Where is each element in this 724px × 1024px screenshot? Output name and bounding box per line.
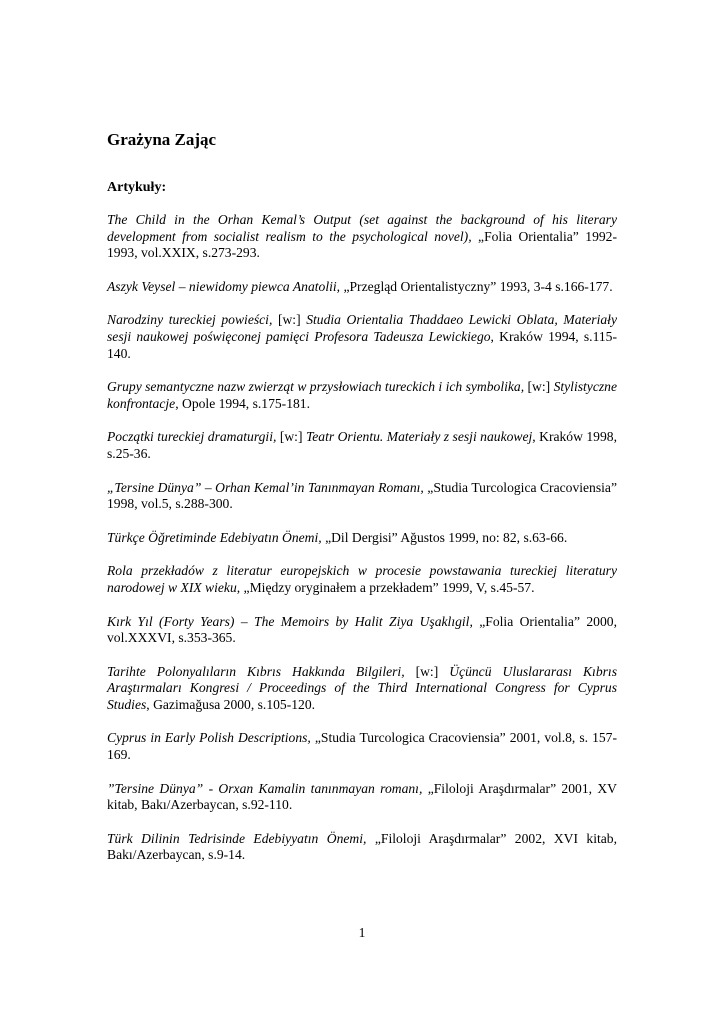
entry-source-details: , Kraków 1998, s.25-36. [107, 429, 617, 461]
bibliography-entry [107, 831, 617, 864]
bibliography-entry [107, 530, 617, 547]
bibliography-entry [107, 614, 617, 647]
entry-source-details: , Kraków 1994, s.115-140. [107, 328, 617, 361]
entry-title: Cyprus in Early Polish Descriptions, [107, 730, 311, 746]
bibliography-entry [107, 312, 617, 362]
entry-title: „Tersine Dünya” – Orhan Kemal’in Tanınmayan Romanı, [107, 479, 424, 495]
bibliography-list [107, 212, 617, 881]
bibliography-entry [107, 781, 617, 814]
bibliography-entry [107, 279, 617, 296]
entry-source-title: Üçüncü Uluslararası Kıbrıs Araştırmaları Kongresi / Proceedings of the Third International Congress for Cyprus Studies [107, 663, 617, 712]
entry-title: Rola przekładów z literatur europejskich w procesie powstawania tureckiej literatury narodowej w XIX wieku, [107, 563, 617, 595]
entry-source-details: , Gazimağusa 2000, s.105-120. [146, 696, 316, 712]
entry-details: „Przegląd Orientalistyczny” 1993, 3-4 s.166-177. [340, 278, 613, 294]
entry-source-title: Studia Orientalia Thaddaeo Lewicki Oblata, Materiały sesji naukowej poświęconej pamięci Profesora Tadeusza Lewickiego [107, 312, 617, 344]
entry-details: „Folia Orientalia” 2000, vol.XXXVI, s.353-365. [107, 613, 617, 646]
entry-details: [w:] [524, 379, 554, 395]
bibliography-entry [107, 664, 617, 714]
entry-details: „Folia Orientalia” 1992-1993, vol.XXIX, s.273-293. [107, 228, 617, 261]
entry-details: [w:] [276, 429, 306, 445]
entry-details: „Między oryginałem a przekładem” 1999, V, s.45-57. [240, 579, 535, 595]
bibliography-entry [107, 730, 617, 763]
entry-details: [w:] [404, 663, 450, 679]
entry-title: ”Tersine Dünya” - Orxan Kamalin tanınmayan romanı, [107, 780, 423, 796]
entry-source-title: Teatr Orientu. Materiały z sesji naukowej [305, 429, 533, 445]
entry-details: [w:] [272, 312, 307, 328]
entry-title: Kırk Yıl (Forty Years) – The Memoirs by Halit Ziya Uşaklıgil, [107, 613, 473, 629]
bibliography-entry [107, 212, 617, 262]
entry-details: „Studia Turcologica Cracoviensia” 2001, vol.8, s. 157-169. [107, 730, 617, 763]
section-heading: Artykuły: [107, 180, 167, 195]
page-number: 1 [358, 925, 366, 940]
bibliography-entry [107, 429, 617, 462]
entry-title: Türkçe Öğretiminde Edebiyatın Önemi, [107, 529, 322, 545]
entry-source-details: , Opole 1994, s.175-181. [175, 395, 310, 411]
entry-title: Aszyk Veysel – niewidomy piewca Anatolii, [107, 278, 341, 294]
entry-title: Grupy semantyczne nazw zwierząt w przysłowiach tureckich i ich symbolika, [107, 379, 525, 395]
entry-title: Tarihte Polonyalıların Kıbrıs Hakkında Bilgileri, [107, 663, 405, 679]
entry-details: „Filoloji Araşdırmalar” 2001, XV kitab, Bakı/Azerbaycan, s.92-110. [107, 780, 617, 813]
entry-details: „Studia Turcologica Cracoviensia” 1998, vol.5, s.288-300. [107, 479, 617, 512]
bibliography-entry [107, 563, 617, 596]
entry-source-title: Stylistyczne konfrontacje [107, 379, 617, 411]
entry-title: Narodziny tureckiej powieści, [107, 312, 273, 328]
entry-details: „Filoloji Araşdırmalar” 2002, XVI kitab, Bakı/Azerbaycan, s.9-14. [107, 830, 617, 863]
bibliography-entry [107, 480, 617, 513]
author-name: Grażyna Zając [107, 130, 217, 149]
bibliography-entry [107, 379, 617, 412]
entry-details: „Dil Dergisi” Ağustos 1999, no: 82, s.63-66. [321, 529, 568, 545]
entry-title: Początki tureckiej dramaturgii, [107, 429, 277, 445]
entry-title: The Child in the Orhan Kemal’s Output (set against the background of his literary development from socialist realism to the psychological novel), [107, 212, 617, 244]
entry-title: Türk Dilinin Tedrisinde Edebiyyatın Önemi, [107, 830, 367, 846]
